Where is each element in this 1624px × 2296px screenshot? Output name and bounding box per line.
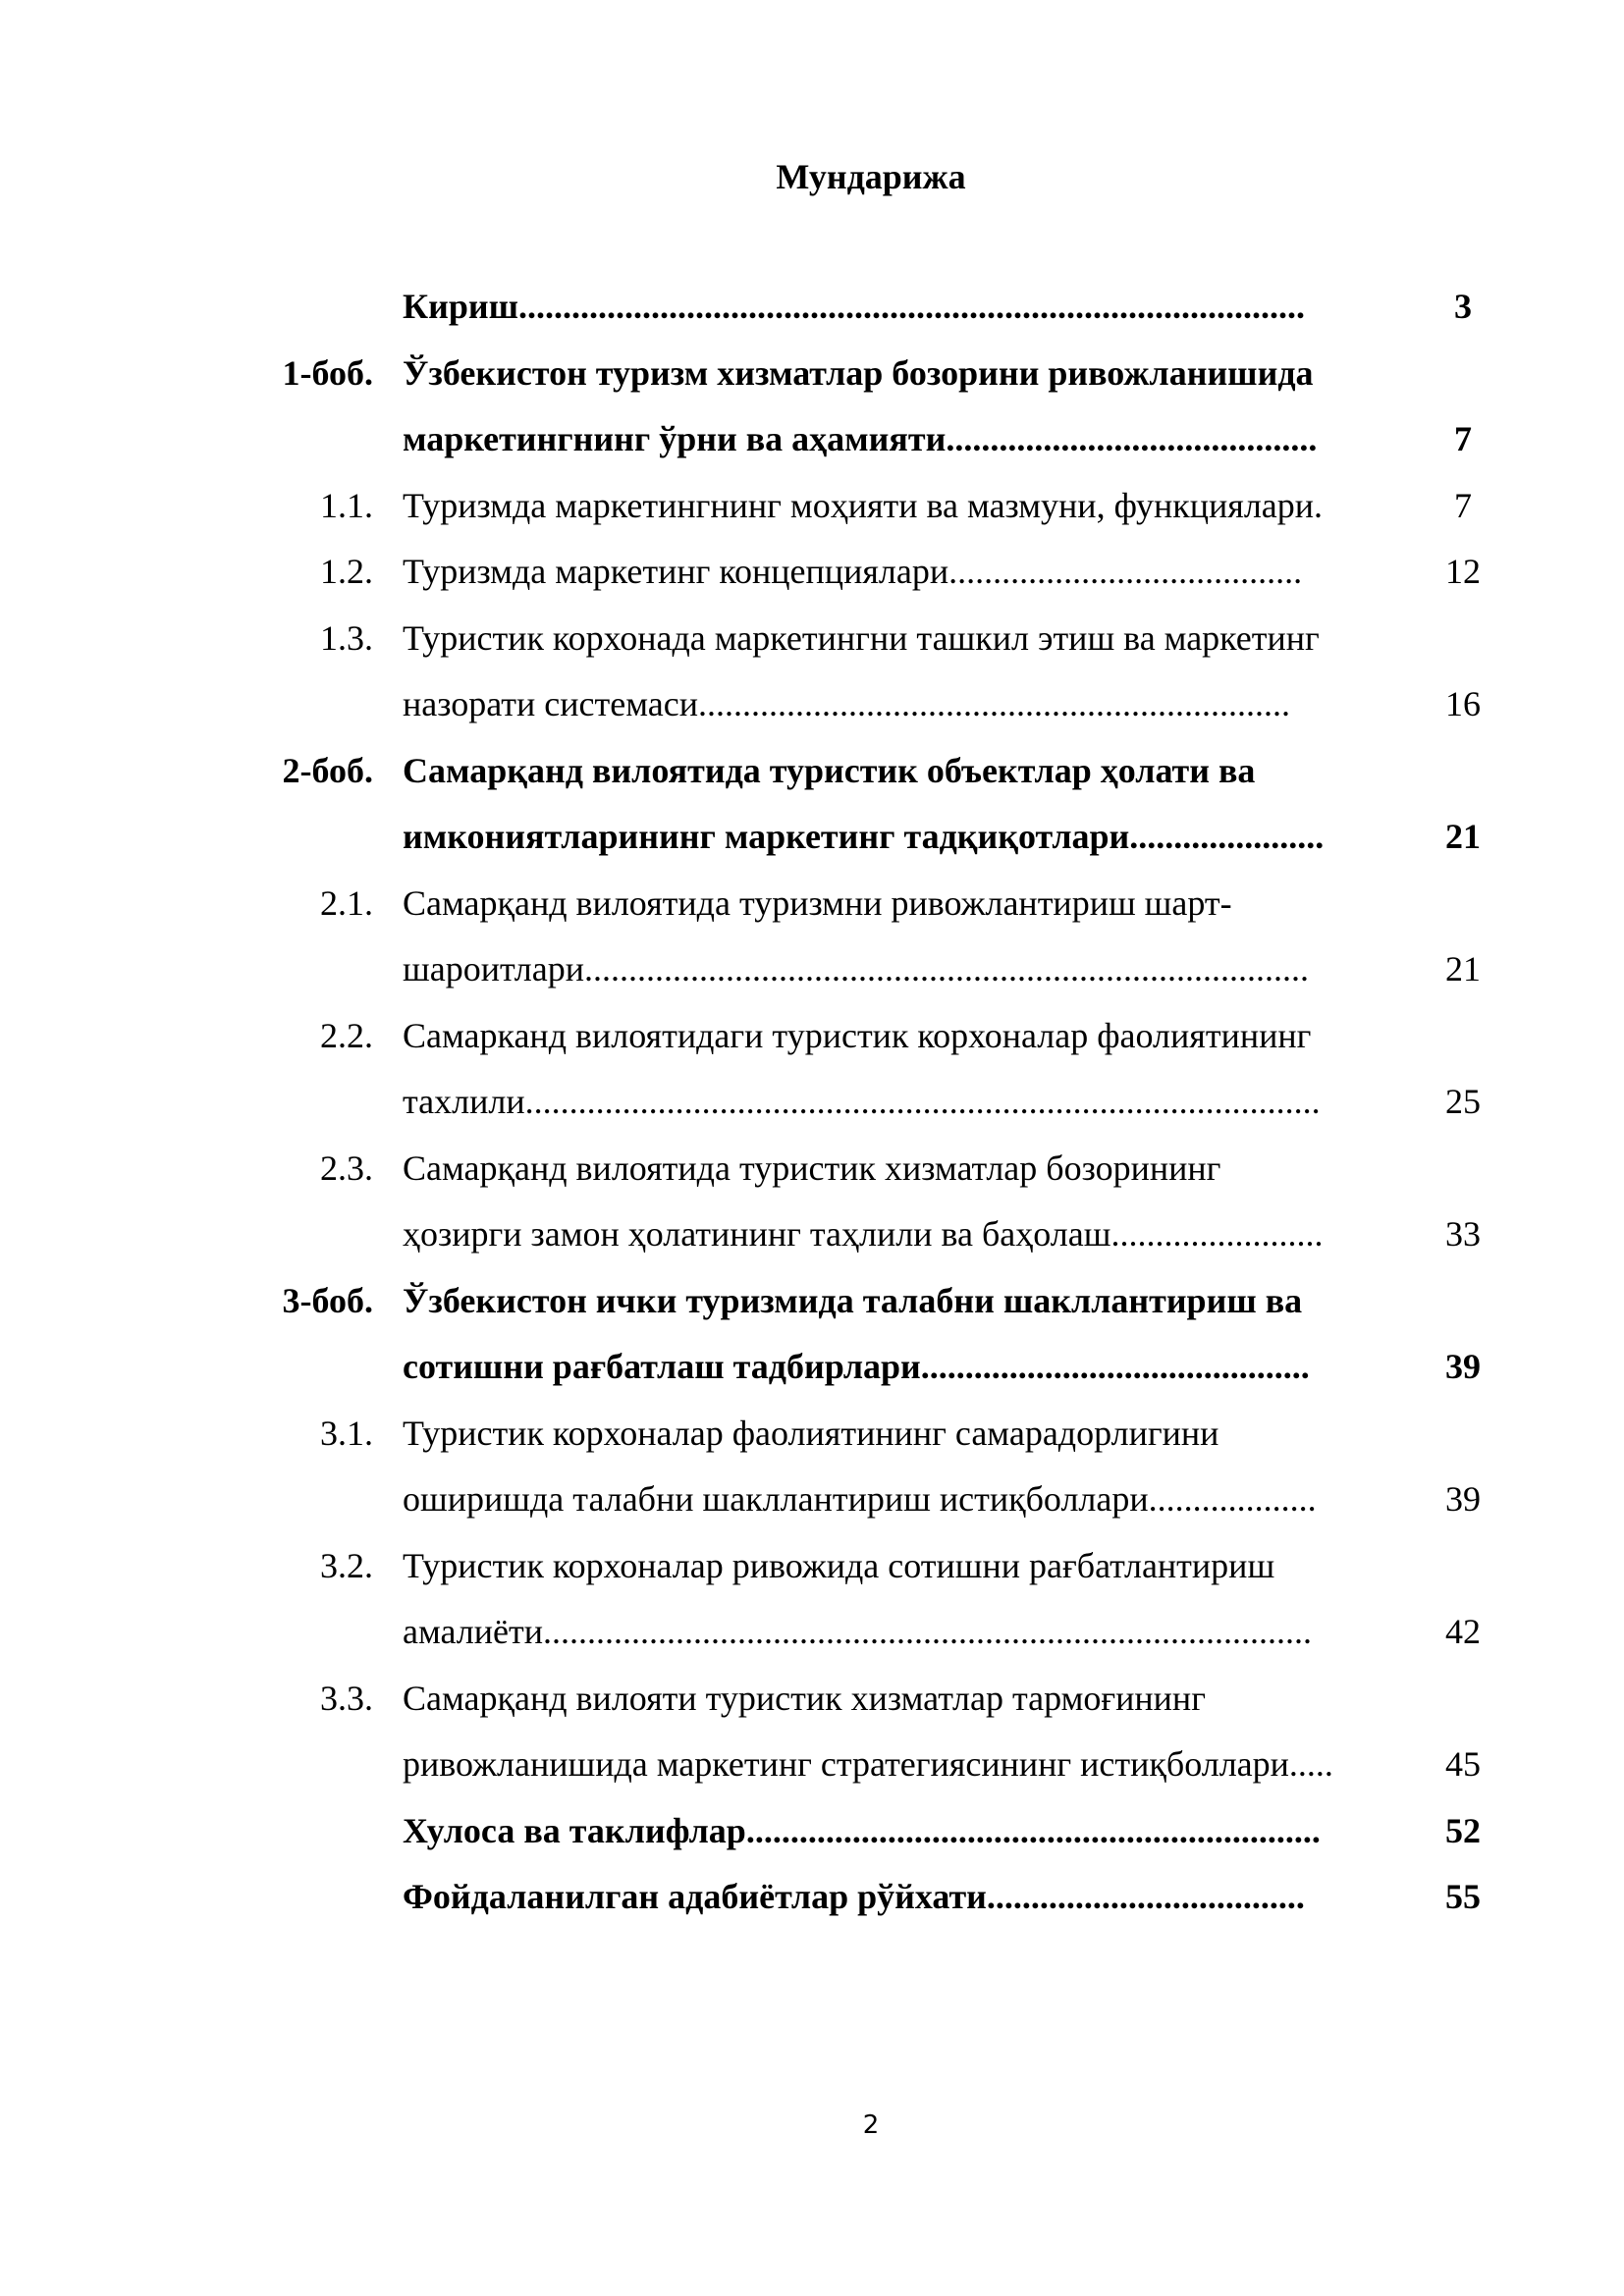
toc-section-number: 1.3. <box>320 617 373 658</box>
toc-section-number: 3.2. <box>320 1545 373 1585</box>
toc-entry-title: назорати системаси................................................................... <box>403 684 1290 723</box>
toc-entry-title: Самарканд вилоятидаги туристик корхоналар фаолиятининг <box>403 1015 1312 1055</box>
page-title: Мундарижа <box>776 157 966 196</box>
toc-entry-title: Самарқанд вилоятида туризмни ривожлантириш шарт- <box>403 882 1232 923</box>
toc-entry-title: ҳозирги замон ҳолатининг таҳлили ва баҳолаш........................ <box>403 1214 1324 1254</box>
toc-row <box>0 1412 1624 1478</box>
toc-row <box>0 815 1624 881</box>
toc-row <box>0 1809 1624 1876</box>
toc-section-number: 2-боб. <box>282 750 373 790</box>
toc-row <box>0 749 1624 816</box>
toc-entry-title: Туристик корхоналар ривожида сотишни рағбатлантириш <box>403 1545 1275 1585</box>
page-number: 2 <box>862 2110 880 2140</box>
toc-row <box>0 1544 1624 1611</box>
toc-section-number: 3.3. <box>320 1678 373 1718</box>
toc-row <box>0 616 1624 683</box>
toc-row <box>0 1147 1624 1213</box>
toc-section-number: 1.2. <box>320 552 373 591</box>
toc-entry-title: Самарқанд вилояти туристик хизматлар тармоғининг <box>403 1678 1206 1718</box>
toc-row <box>0 881 1624 948</box>
toc-row <box>0 1345 1624 1412</box>
toc-page-number: 21 <box>1445 817 1481 856</box>
toc-page-number: 25 <box>1445 1082 1481 1121</box>
toc-entry-title: Хулоса ва таклифлар................................................................. <box>403 1810 1321 1850</box>
toc-section-number: 1-боб. <box>282 352 373 393</box>
toc-entry-title: сотишни рағбатлаш тадбирлари............................................ <box>403 1347 1310 1386</box>
toc-page-number: 7 <box>1454 485 1472 525</box>
toc-row <box>0 550 1624 616</box>
toc-page-number: 42 <box>1445 1612 1481 1651</box>
toc-row <box>0 1014 1624 1081</box>
toc-entry-title: Туристик корхоналар фаолиятининг самарадорлигини <box>403 1413 1219 1453</box>
toc-entry-title: Самарқанд вилоятида туристик хизматлар бозорининг <box>403 1148 1221 1188</box>
toc-row <box>0 1677 1624 1743</box>
toc-section-number: 3-боб. <box>282 1280 373 1320</box>
toc-row <box>0 285 1624 351</box>
toc-section-number: 3.1. <box>320 1413 373 1453</box>
toc-entry-title: Туризмда маркетинг концепциялари........................................ <box>403 552 1303 591</box>
toc-entry-title: Туризмда маркетингнинг моҳияти ва мазмуни, функциялари. <box>403 485 1324 525</box>
toc-entry-title: имкониятларининг маркетинг тадқиқотлари...................... <box>403 817 1325 856</box>
table-of-contents <box>0 285 1624 1942</box>
toc-section-number: 2.2. <box>320 1015 373 1055</box>
toc-row <box>0 947 1624 1014</box>
toc-page-number: 39 <box>1445 1479 1481 1519</box>
toc-page-number: 7 <box>1454 419 1472 458</box>
toc-section-number: 1.1. <box>320 485 373 525</box>
toc-row <box>0 1477 1624 1544</box>
toc-entry-title: Самарқанд вилоятида туристик объектлар ҳолати ва <box>403 750 1256 790</box>
toc-page-number: 55 <box>1445 1877 1481 1916</box>
toc-row <box>0 1875 1624 1942</box>
toc-section-number: 2.3. <box>320 1148 373 1188</box>
toc-row <box>0 1742 1624 1809</box>
toc-row <box>0 682 1624 749</box>
toc-entry-title: Кириш......................................................................................... <box>403 287 1306 326</box>
toc-row <box>0 1212 1624 1279</box>
toc-entry-title: шароитлари.................................................................................. <box>403 949 1310 988</box>
toc-entry-title: Фойдаланилган адабиётлар рўйхати.................................... <box>403 1877 1305 1916</box>
toc-entry-title: Туристик корхонада маркетингни ташкил этиш ва маркетинг <box>403 617 1320 658</box>
toc-page-number: 52 <box>1445 1810 1481 1850</box>
toc-row <box>0 1279 1624 1346</box>
toc-entry-title: Ўзбекистон ички туризмида талабни шакллантириш ва <box>403 1280 1303 1320</box>
toc-row <box>0 351 1624 418</box>
toc-row <box>0 417 1624 484</box>
toc-row <box>0 1080 1624 1147</box>
toc-page-number: 3 <box>1454 287 1472 326</box>
toc-page-number: 39 <box>1445 1347 1481 1386</box>
toc-entry-title: тахлили.......................................................................................... <box>403 1082 1321 1121</box>
toc-page-number: 16 <box>1445 684 1481 723</box>
toc-entry-title: ривожланишида маркетинг стратегиясининг истиқболлари..... <box>403 1744 1333 1784</box>
toc-row <box>0 1610 1624 1677</box>
toc-page-number: 12 <box>1445 552 1481 591</box>
toc-entry-title: Ўзбекистон туризм хизматлар бозорини ривожланишида <box>403 352 1314 393</box>
toc-page-number: 45 <box>1445 1744 1481 1784</box>
toc-entry-title: амалиёти....................................................................................... <box>403 1612 1313 1651</box>
toc-page-number: 33 <box>1445 1214 1481 1254</box>
toc-row <box>0 484 1624 551</box>
toc-section-number: 2.1. <box>320 882 373 923</box>
toc-page-number: 21 <box>1445 949 1481 988</box>
toc-entry-title: оширишда талабни шакллантириш истиқболлари................... <box>403 1479 1317 1519</box>
toc-entry-title: маркетингнинг ўрни ва аҳамияти.......................................... <box>403 419 1318 458</box>
